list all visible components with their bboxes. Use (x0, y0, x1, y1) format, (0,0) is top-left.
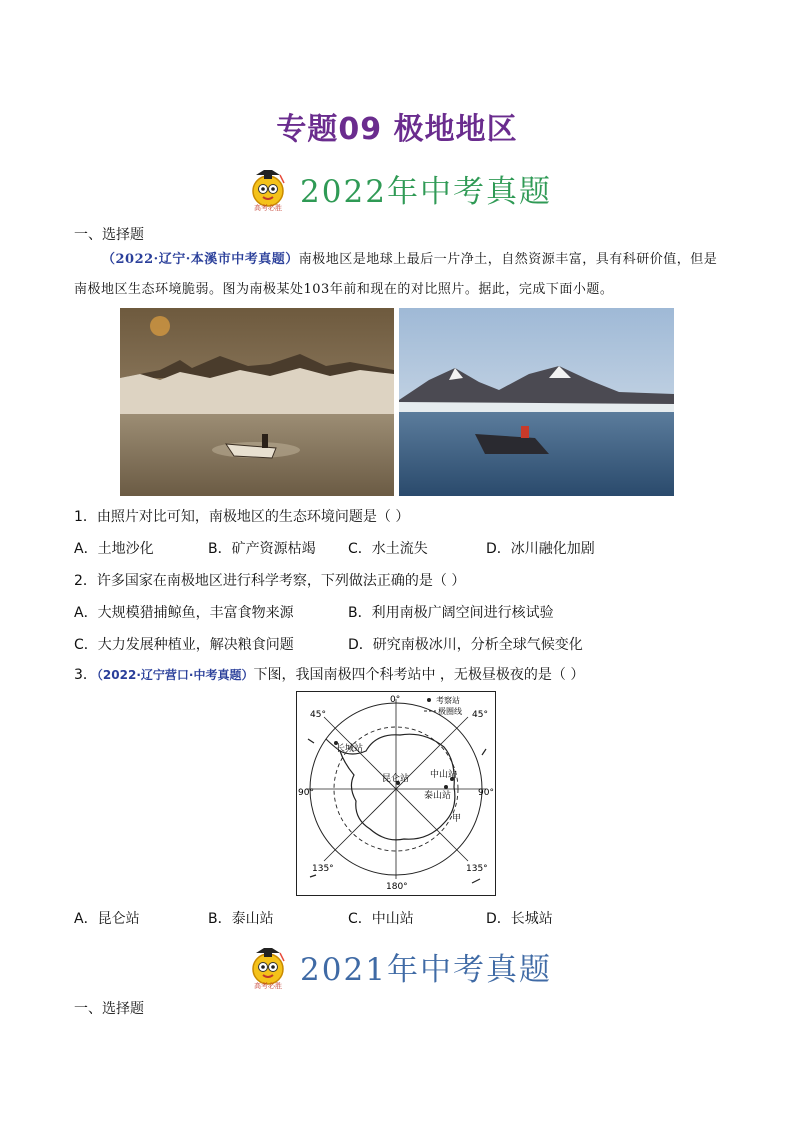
q1-option-d[interactable]: D．冰川融化加剧 (486, 541, 595, 557)
category-label: 一、选择题 (74, 227, 144, 243)
page-title: 专题09 极地地区 (276, 112, 518, 147)
passage (74, 245, 734, 305)
q2-option-a[interactable]: A．大规模猎捕鲸鱼，丰富食物来源 (74, 605, 294, 621)
photo-antarctic-past (120, 308, 394, 496)
question-2-stem: 2．许多国家在南极地区进行科学考察，下列做法正确的是（ ） (74, 573, 466, 589)
deg-180-label: 180° (386, 882, 408, 892)
station-taishan-dot (444, 785, 448, 789)
logo-text: 高考必胜 (254, 203, 283, 211)
deg-0-label: 0° (390, 695, 401, 705)
q3-option-c[interactable]: C．中山站 (348, 911, 414, 927)
deg-135-right-label: 135° (466, 864, 488, 874)
mascot-logo-icon (242, 167, 294, 211)
logo-text: 高考必胜 (254, 981, 283, 989)
station-taishan-label: 泰山站 (424, 791, 452, 801)
q3-text: 下图，我国南极四个科考站中 ，无极昼极夜的是（ ） (253, 667, 585, 683)
section-heading-text: 2021年中考真题 (300, 952, 552, 988)
question-3-stem (74, 664, 584, 684)
q1-option-a[interactable]: A．土地沙化 (74, 541, 154, 557)
station-changcheng-label: 长城站 (336, 744, 364, 754)
deg-45-left-label: 45° (310, 710, 326, 720)
deg-90-right-label: 90° (478, 788, 494, 798)
q3-option-d[interactable]: D．长城站 (486, 911, 553, 927)
q1-option-c[interactable]: C．水土流失 (348, 541, 428, 557)
q3-option-a[interactable]: A．昆仑站 (74, 911, 140, 927)
passage-line-2: 南极地区生态环境脆弱。图为南极某处103年前和现在的对比照片。据此，完成下面小题。 (74, 282, 614, 297)
mascot-logo-icon (242, 945, 294, 989)
passage-text-1: 南极地区是地球上最后一片净土，自然资源丰富，具有科研价值，但是 (298, 252, 718, 267)
q3-option-b[interactable]: B．泰山站 (208, 911, 274, 927)
deg-135-left-label: 135° (312, 864, 334, 874)
q2-option-b[interactable]: B．利用南极广阔空间进行核试验 (348, 605, 554, 621)
q2-option-d[interactable]: D．研究南极冰川，分析全球气候变化 (348, 637, 583, 653)
section-heading-2022 (0, 166, 794, 211)
section-heading-2021 (0, 944, 794, 989)
category-label-2021: 一、选择题 (74, 1001, 144, 1017)
legend-station-icon (427, 698, 431, 702)
q2-option-c[interactable]: C．大力发展种植业，解决粮食问题 (74, 637, 294, 653)
q3-number: 3． (74, 667, 97, 683)
station-zhongshan-label: 中山站 (430, 770, 458, 780)
point-jia-label: 甲 (452, 814, 462, 824)
legend-station-label: 考察站 (436, 696, 460, 705)
antarctic-map (296, 691, 496, 896)
passage-line-1 (74, 245, 734, 275)
deg-45-right-label: 45° (472, 710, 488, 720)
legend-circle-label: 极圈线 (438, 707, 462, 716)
deg-90-left-label: 90° (298, 788, 314, 798)
q3-source: （2022·辽宁营口·中考真题） (96, 668, 254, 682)
question-1-stem: 1．由照片对比可知，南极地区的生态环境问题是（ ） (74, 509, 410, 525)
passage-source: （2022·辽宁·本溪市中考真题） (102, 252, 299, 267)
photo-antarctic-present (399, 308, 674, 496)
section-heading-text: 2022年中考真题 (300, 174, 552, 210)
station-kunlun-label: 昆仑站 (382, 774, 410, 784)
q1-option-b[interactable]: B．矿产资源枯竭 (208, 541, 316, 557)
